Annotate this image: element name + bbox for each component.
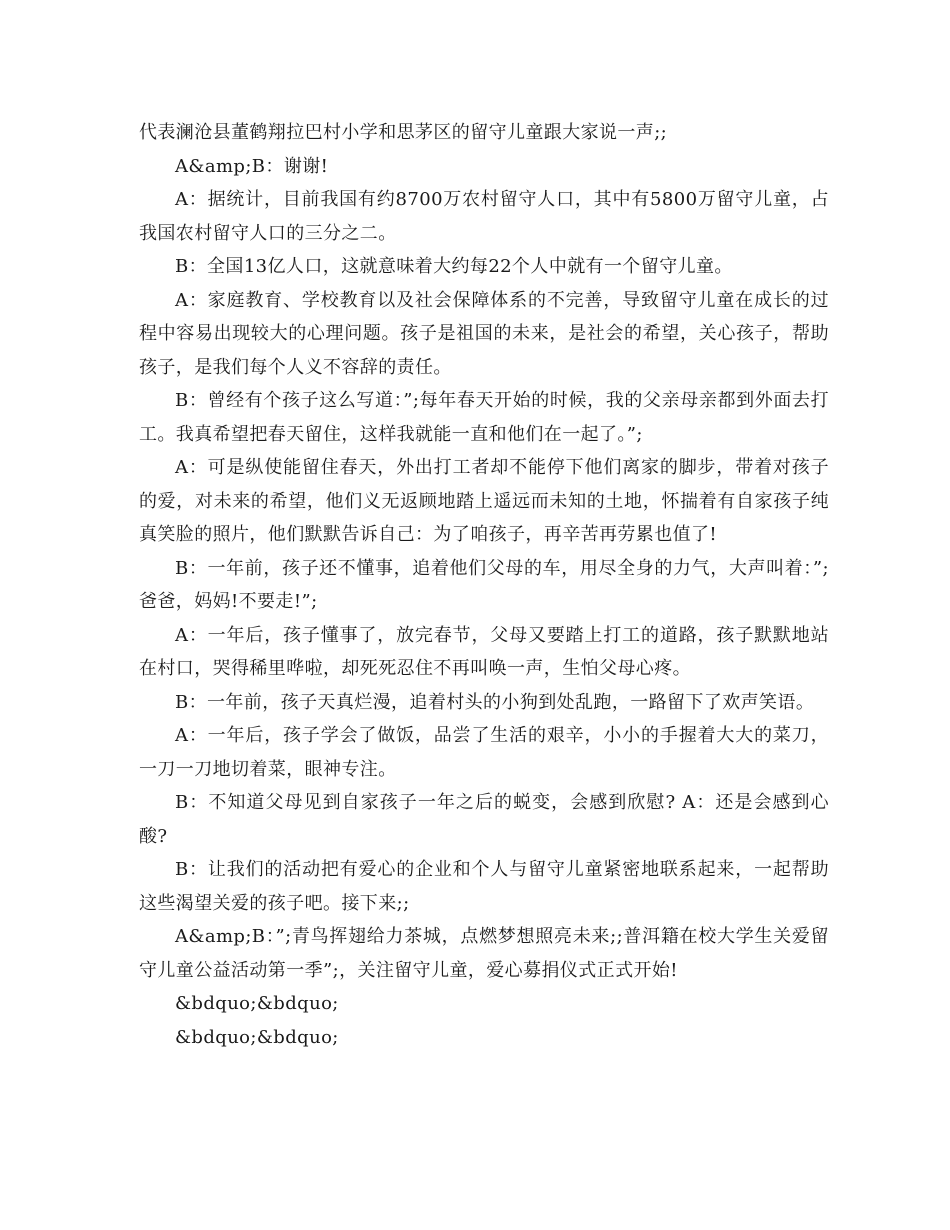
paragraph: &bdquo;&bdquo; [175, 1026, 339, 1048]
paragraph: B：曾经有个孩子这么写道：”;每年春天开始的时候，我的父亲母亲都到外面去打工。我真希望把春天留住，这样我就能一直和他们在一起了。”; [139, 390, 829, 445]
paragraph: A：可是纵使能留住春天，外出打工者却不能停下他们离家的脚步，带着对孩子的爱，对未来的希望，他们义无返顾地踏上遥远而未知的土地，怀揣着有自家孩子纯真笑脸的照片，他们默默告诉自己：为了咱孩子，再辛苦再劳累也值了! [139, 457, 829, 545]
paragraph: 代表澜沧县董鹤翔拉巴村小学和思茅区的留守儿童跟大家说一声;; [139, 122, 668, 143]
paragraph: A：家庭教育、学校教育以及社会保障体系的不完善，导致留守儿童在成长的过程中容易出现较大的心理问题。孩子是祖国的未来，是社会的希望，关心孩子，帮助孩子，是我们每个人义不容辞的责任。 [139, 289, 829, 378]
paragraph: A：一年后，孩子学会了做饭，品尝了生活的艰辛，小小的手握着大大的菜刀，一刀一刀地切着菜，眼神专注。 [139, 725, 829, 780]
paragraph: B：让我们的活动把有爱心的企业和个人与留守儿童紧密地联系起来，一起帮助这些渴望关爱的孩子吧。接下来;; [139, 859, 829, 914]
paragraph: &bdquo;&bdquo; [175, 993, 339, 1014]
paragraph: B：不知道父母见到自家孩子一年之后的蜕变，会感到欣慰? A：还是会感到心酸? [139, 792, 829, 847]
paragraph: B：全国13亿人口，这就意味着大约每22个人中就有一个留守儿童。 [175, 256, 733, 277]
paragraph: A&amp;B：谢谢! [175, 155, 329, 177]
document-body [139, 116, 829, 1054]
paragraph: B：一年前，孩子天真烂漫，追着村头的小狗到处乱跑，一路留下了欢声笑语。 [175, 691, 815, 713]
paragraph: A：一年后，孩子懂事了，放完春节，父母又要踏上打工的道路，孩子默默地站在村口，哭得稀里哗啦，却死死忍住不再叫唤一声，生怕父母心疼。 [139, 624, 829, 679]
paragraph: A&amp;B：”;青鸟挥翅给力茶城，点燃梦想照亮未来;;普洱籍在校大学生关爱留守儿童公益活动第一季”;，关注留守儿童，爱心募捐仪式正式开始! [139, 926, 829, 981]
paragraph: B：一年前，孩子还不懂事，追着他们父母的车，用尽全身的力气，大声叫着：”;爸爸，妈妈!不要走!”; [139, 557, 829, 612]
paragraph: A：据统计，目前我国有约8700万农村留守人口，其中有5800万留守儿童，占我国农村留守人口的三分之二。 [139, 189, 829, 244]
